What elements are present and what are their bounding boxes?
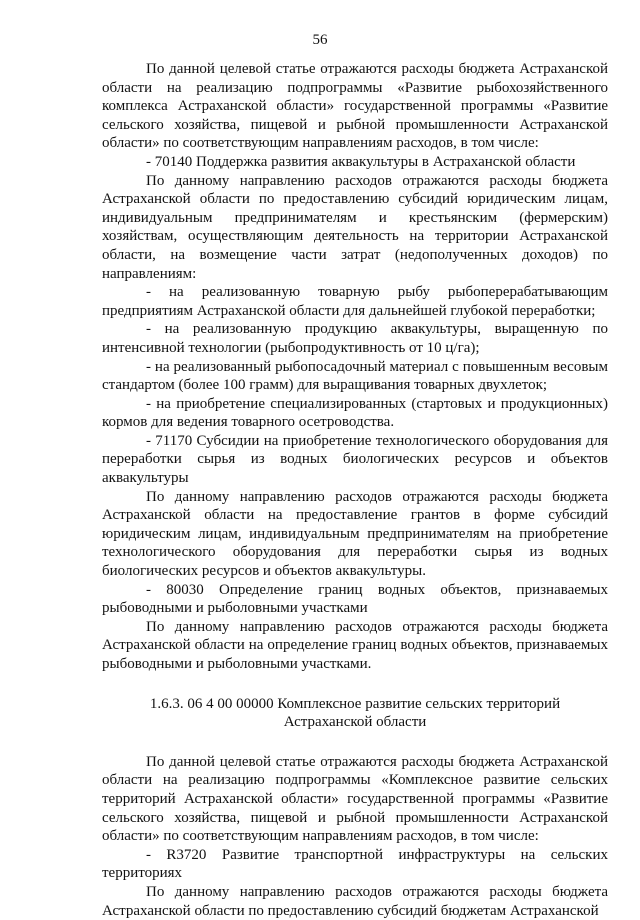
paragraph: - 70140 Поддержка развития аквакультуры в Астраханской области — [146, 153, 576, 170]
paragraph: - R3720 Развитие транспортной инфраструктуры на сельских территориях — [102, 846, 608, 882]
paragraph: По данному направлению расходов отражаются расходы бюджета Астраханской области на предоставление грантов в форме субсидий юридическим лицам, индивидуальным предпринимателям на приобретение технологического оборудования для переработки сырья из водных биологических ресурсов и объектов аквакультуры. — [102, 488, 608, 580]
paragraph: - 80030 Определение границ водных объектов, признаваемых рыбоводными и рыболовными участками — [102, 581, 608, 617]
page-number: 56 — [312, 32, 328, 48]
section-heading-line: Астраханской области — [283, 714, 427, 731]
paragraph: - на реализованную продукцию аквакультуры, выращенную по интенсивной технологии (рыбопродуктивность от 10 ц/га); — [102, 321, 608, 356]
paragraph: - на приобретение специализированных (стартовых и продукционных) кормов для ведения товарного осетроводства. — [102, 395, 608, 431]
paragraph: - на реализованный рыбопосадочный материал с повышенным весовым стандартом (более 100 грамм) для выращивания товарных двухлеток; — [102, 358, 608, 394]
section-heading — [102, 695, 608, 732]
paragraph: - на реализованную товарную рыбу рыбоперерабатывающим предприятиям Астраханской области для дальнейшей глубокой переработки; — [102, 284, 608, 319]
paragraph: По данному направлению расходов отражаются расходы бюджета Астраханской области на определение границ водных объектов, признаваемых рыбоводными и рыболовными участками. — [102, 618, 608, 672]
paragraph: - 71170 Субсидии на приобретение технологического оборудования для переработки сырья из водных биологических ресурсов и объектов аквакультуры — [102, 432, 608, 487]
paragraph: По данной целевой статье отражаются расходы бюджета Астраханской области на реализацию подпрограммы «Комплексное развитие сельских территорий Астраханской области» государственной программы «Развитие сельского хозяйства, пищевой и рыбной промышленности Астраханской области» по соответствующим направлениям расходов, в том числе: — [102, 753, 608, 845]
document-body — [102, 60, 608, 920]
paragraph: По данному направлению расходов отражаются расходы бюджета Астраханской области по предоставлению субсидий юридическим лицам, индивидуальным предпринимателям и крестьянским (фермерским) хозяйствам, осуществляющим деятельность на территории Астраханской области, на возмещение части затрат (недополученных доходов) по направлениям: — [102, 172, 608, 282]
paragraph: По данному направлению расходов отражаются расходы бюджета Астраханской области по предоставлению субсидий бюджетам Астраханской — [102, 883, 608, 919]
section-heading-line: 1.6.3. 06 4 00 00000 Комплексное развитие сельских территорий — [149, 695, 561, 712]
paragraph: По данной целевой статье отражаются расходы бюджета Астраханской области на реализацию подпрограммы «Развитие рыбохозяйственного комплекса Астраханской области» государственной программы «Развитие сельского хозяйства, пищевой и рыбной промышленности Астраханской области» по соответствующим направлениям расходов, в том числе: — [102, 61, 608, 152]
